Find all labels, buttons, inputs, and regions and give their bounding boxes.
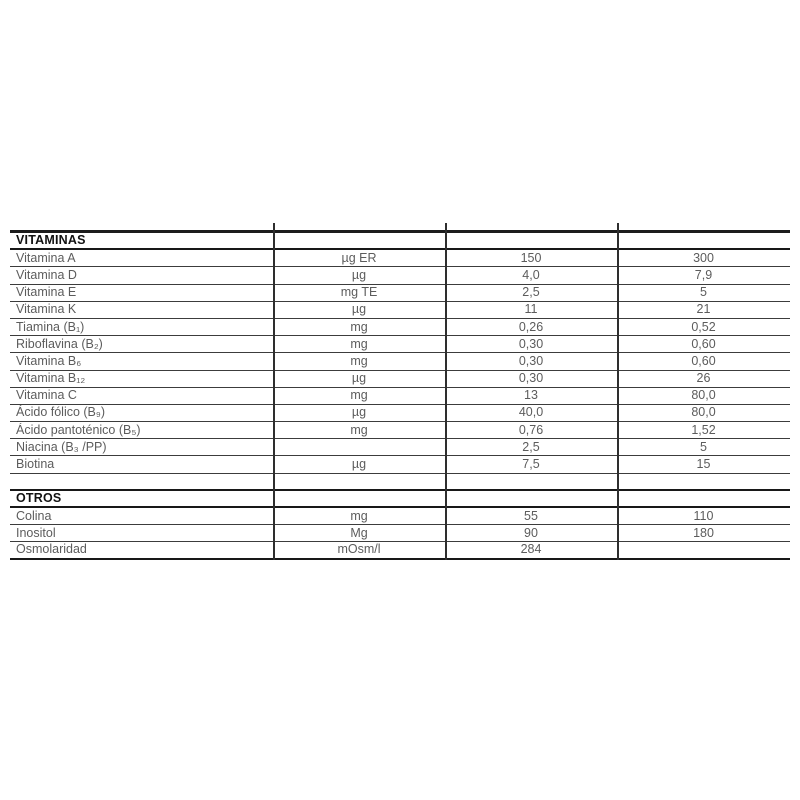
- table-row-vitamina-d: [10, 267, 790, 284]
- unit-cell: µg: [351, 457, 367, 472]
- value2-cell: 80,0: [691, 388, 716, 403]
- table-row-acido-pantotenico: [10, 422, 790, 439]
- nutrient-name: Tiamina (B₁): [16, 319, 85, 334]
- unit-cell: µg: [351, 371, 367, 386]
- unit-cell: mg: [350, 422, 368, 437]
- table-row-osmolaridad: [10, 542, 790, 559]
- nutrient-name: Ácido fólico (B₉): [16, 405, 106, 420]
- nutrient-name: Colina: [16, 508, 52, 523]
- value2-cell: 180: [693, 525, 714, 540]
- value1-cell: 7,5: [522, 457, 540, 472]
- value2-cell: 7,9: [694, 267, 713, 282]
- value1-cell: 0,76: [518, 422, 544, 437]
- value2-cell: 300: [693, 250, 714, 265]
- unit-cell: mg: [350, 319, 368, 334]
- value2-cell: 0,52: [691, 319, 716, 334]
- nutrient-name: Vitamina D: [16, 267, 77, 282]
- unit-cell: µg: [351, 267, 367, 282]
- unit-cell: µg: [351, 405, 367, 420]
- table-row-vitamina-c: [10, 388, 790, 405]
- table-row-vitamina-e: [10, 285, 790, 302]
- table-row-acido-folico: [10, 405, 790, 422]
- section-title-otros: OTROS: [16, 490, 62, 505]
- unit-cell: µg: [351, 302, 367, 317]
- unit-cell: mOsm/l: [337, 542, 381, 557]
- column-separator: [617, 223, 619, 560]
- value1-cell: 55: [524, 508, 538, 523]
- nutrient-name: Vitamina A: [16, 250, 76, 265]
- value2-cell: 5: [700, 285, 707, 300]
- value1-cell: 11: [524, 302, 538, 317]
- value1-cell: 284: [520, 542, 542, 557]
- table-row-riboflavina: [10, 336, 790, 353]
- value1-cell: 0,30: [518, 371, 544, 386]
- nutrient-name: Biotina: [16, 457, 55, 472]
- nutrient-name: Vitamina C: [16, 388, 77, 403]
- nutrient-name: Vitamina K: [16, 302, 77, 317]
- unit-cell: mg: [350, 336, 368, 351]
- value1-cell: 150: [520, 250, 542, 265]
- unit-cell: mg: [350, 508, 368, 523]
- unit-cell: µg ER: [341, 250, 377, 265]
- nutrient-name: Vitamina B₆: [16, 353, 82, 368]
- nutrient-name: Inositol: [16, 525, 56, 540]
- value1-cell: 90: [524, 525, 538, 540]
- table-row-colina: [10, 508, 790, 525]
- nutrition-table: [10, 230, 790, 560]
- table-row-tiamina: [10, 319, 790, 336]
- value1-cell: 0,30: [518, 336, 544, 351]
- nutrient-name: Vitamina B₁₂: [16, 371, 86, 386]
- value2-cell: 21: [696, 302, 711, 317]
- value1-cell: 2,5: [522, 439, 540, 454]
- unit-cell: mg TE: [340, 285, 378, 300]
- section-header-row-otros: [10, 491, 790, 508]
- spacer-row: [10, 474, 790, 491]
- nutrient-name: Niacina (B₃ /PP): [16, 439, 107, 454]
- nutrient-name: Ácido pantoténico (B₅): [16, 422, 141, 437]
- value2-cell: 110: [693, 508, 714, 523]
- value2-cell: 26: [696, 371, 711, 386]
- value1-cell: 0,30: [518, 353, 544, 368]
- section-title-vitaminas: VITAMINAS: [16, 233, 86, 248]
- table-row-vitamina-b6: [10, 353, 790, 370]
- column-separator: [445, 223, 447, 560]
- unit-cell: Mg: [350, 525, 368, 540]
- unit-cell: mg: [350, 353, 368, 368]
- value2-cell: 5: [700, 439, 707, 454]
- table-row-vitamina-b12: [10, 371, 790, 388]
- nutrient-name: Riboflavina (B₂): [16, 336, 103, 351]
- table-row-inositol: [10, 525, 790, 542]
- table-row-niacina: [10, 439, 790, 456]
- nutrient-name: Osmolaridad: [16, 542, 87, 557]
- value1-cell: 40,0: [518, 405, 544, 420]
- table-row-vitamina-k: [10, 302, 790, 319]
- unit-cell: mg: [350, 388, 368, 403]
- value1-cell: 4,0: [522, 267, 540, 282]
- value2-cell: 1,52: [691, 422, 716, 437]
- value1-cell: 0,26: [518, 319, 544, 334]
- section-header-row-vitaminas: [10, 233, 790, 250]
- nutrient-name: Vitamina E: [16, 285, 77, 300]
- value2-cell: 0,60: [691, 336, 716, 351]
- table-row-vitamina-a: [10, 250, 790, 267]
- value1-cell: 13: [524, 388, 538, 403]
- value1-cell: 2,5: [522, 285, 540, 300]
- value2-cell: 0,60: [691, 353, 716, 368]
- column-separator: [273, 223, 275, 560]
- value2-cell: 80,0: [691, 405, 716, 420]
- table-row-biotina: [10, 456, 790, 473]
- value2-cell: 15: [696, 457, 711, 472]
